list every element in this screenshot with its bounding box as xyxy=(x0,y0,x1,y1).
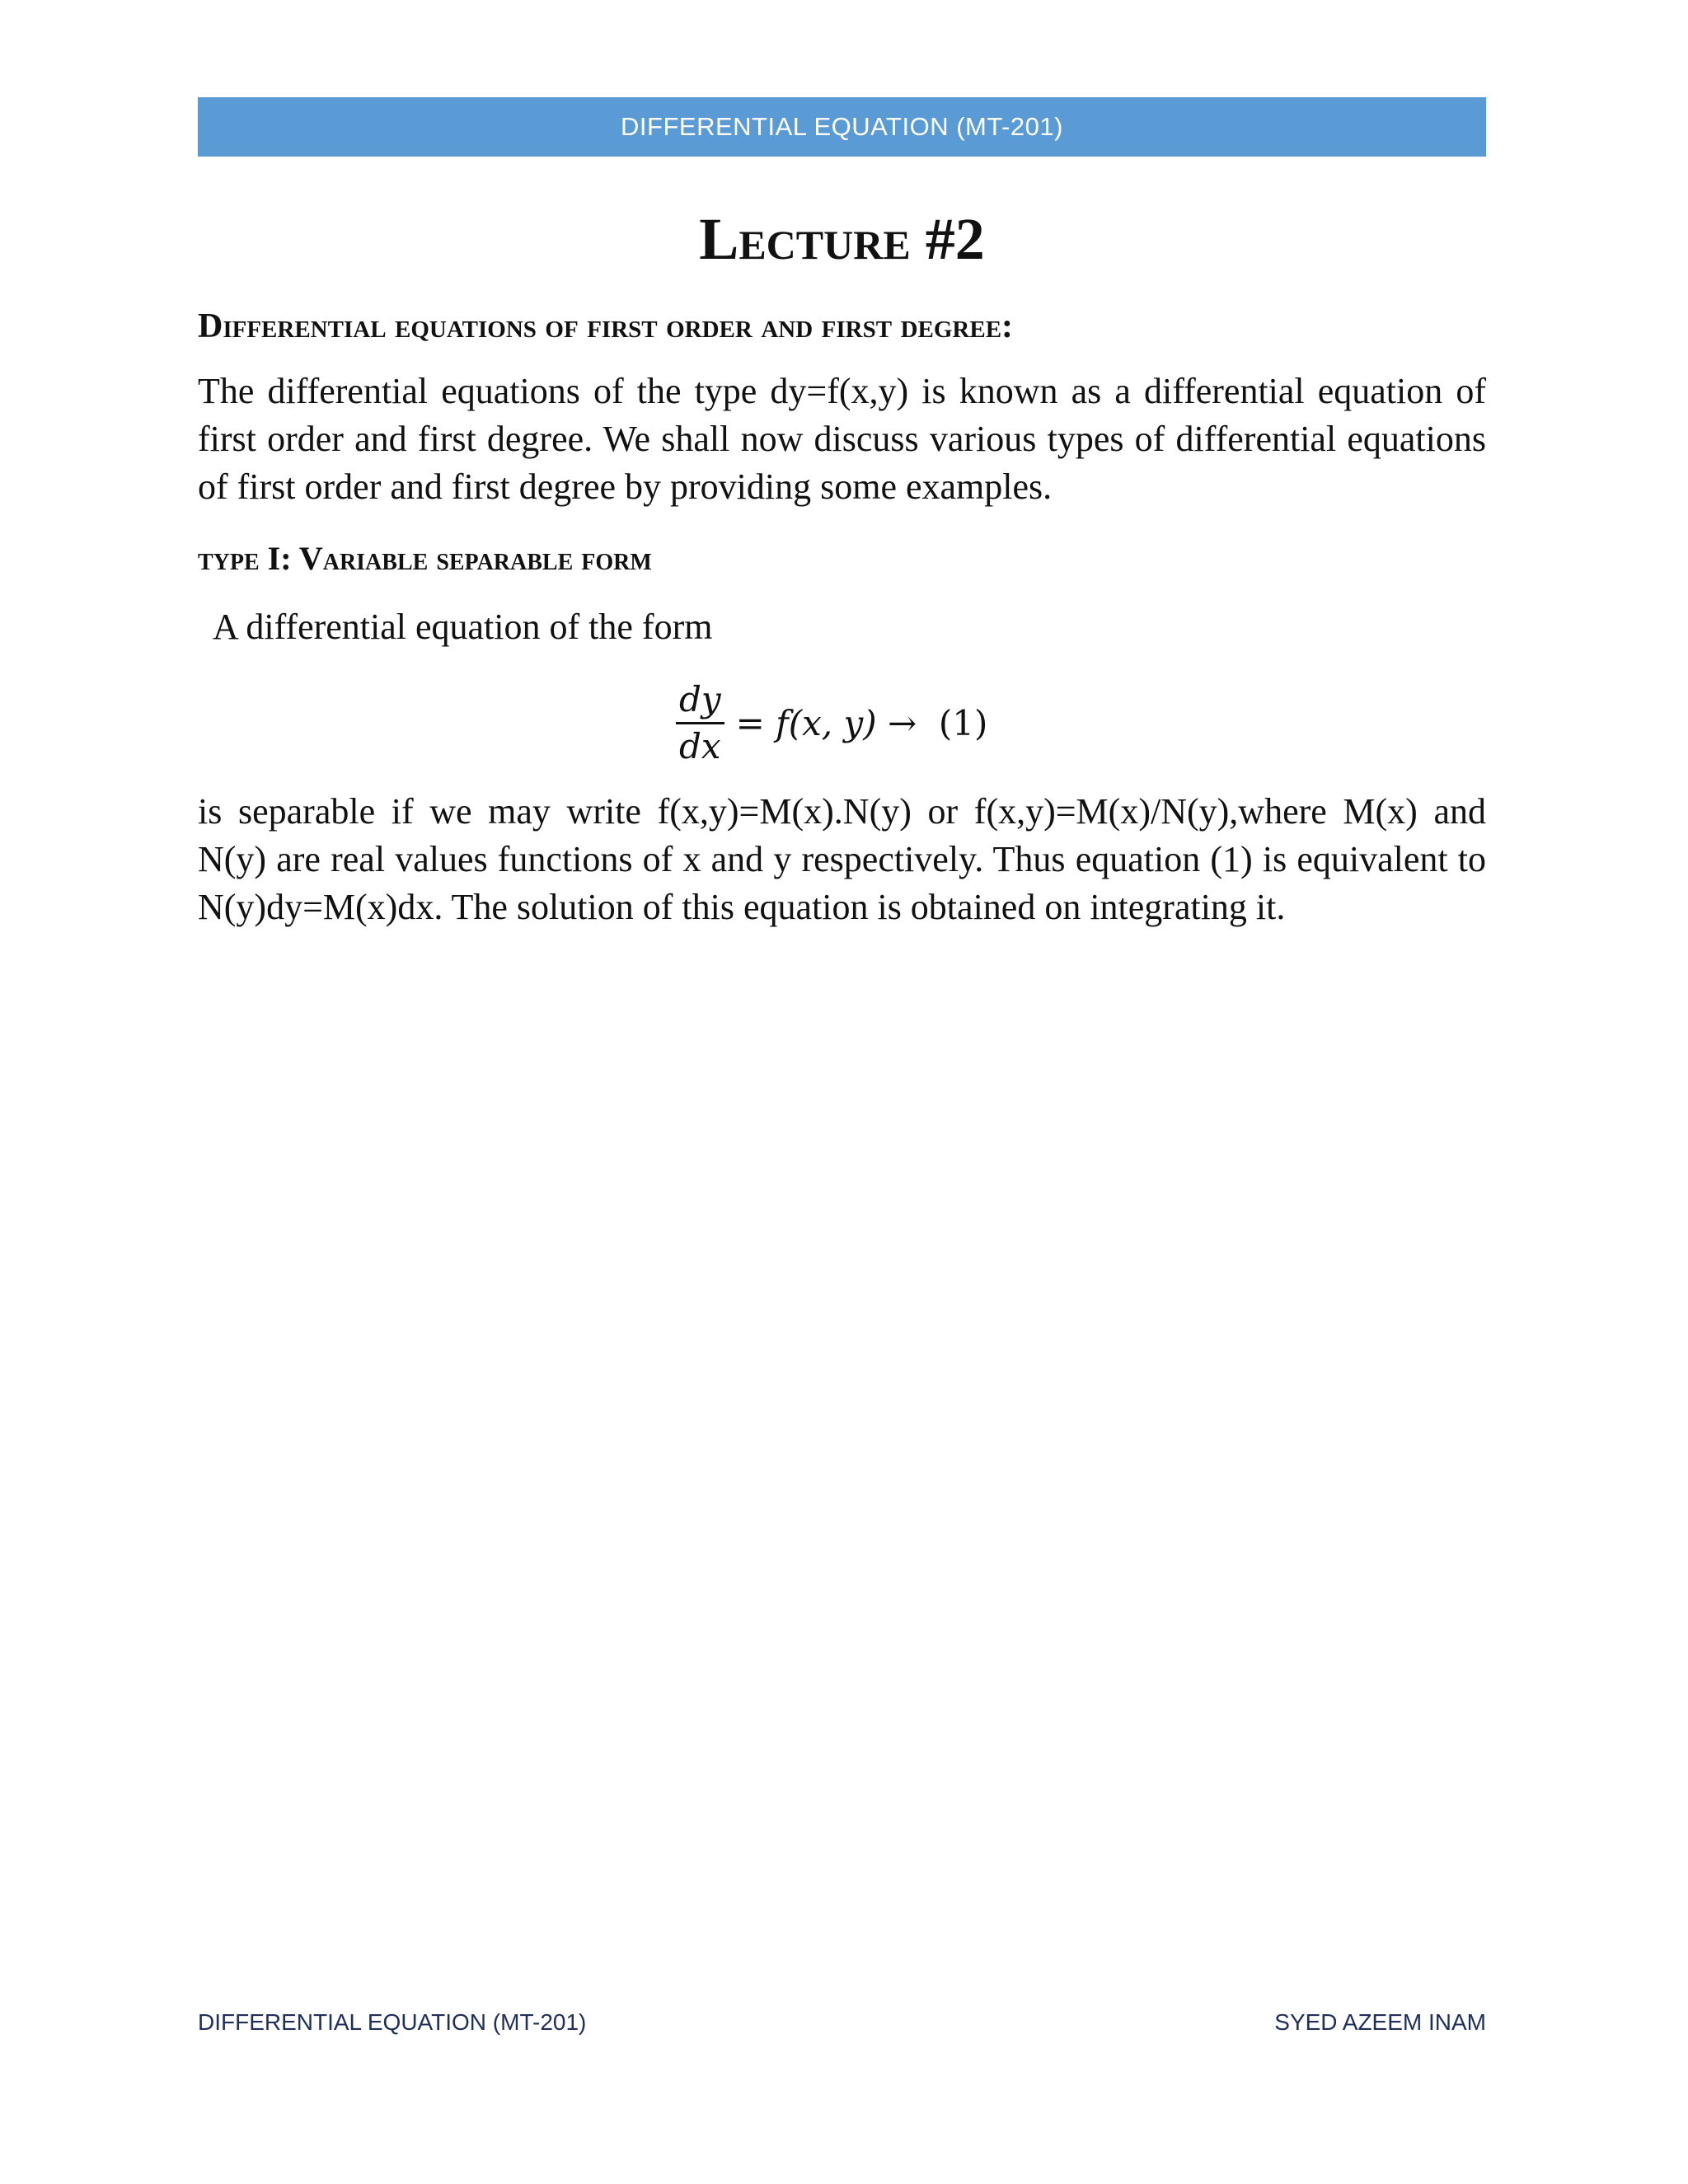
footer-author: SYED AZEEM INAM xyxy=(1274,2009,1486,2035)
fraction-denominator: dx xyxy=(679,725,721,766)
section-paragraph: The differential equations of the type dy=f(x,y) is known as a differential equation of first order and first degree. We shall now discuss various types of differential equations of first order and first degree by providing some examples. xyxy=(198,371,1486,507)
equation-1 xyxy=(676,669,987,776)
function-symbol: f xyxy=(776,702,789,743)
fraction-numerator: dy xyxy=(676,677,724,724)
fraction xyxy=(676,677,724,769)
equation-rhs xyxy=(736,703,988,743)
type1-intro: A differential equation of the form xyxy=(213,607,713,647)
footer-course: DIFFERENTIAL EQUATION (MT-201) xyxy=(198,2009,587,2035)
equals-sign: = xyxy=(735,702,776,743)
header-banner: DIFFERENTIAL EQUATION (MT-201) xyxy=(198,97,1486,157)
equation-label: (1) xyxy=(938,702,988,743)
function-args: (x, y) xyxy=(788,702,877,743)
page-title: Lecture #2 xyxy=(699,206,985,272)
type1-paragraph: is separable if we may write f(x,y)=M(x).N(y) or f(x,y)=M(x)/N(y),where M(x) and N(y) are real values functions of x and y respectively. Thus equation (1) is equivalent to N(y)dy=M(x)dx. The solution of this equation is obtained on integrating it. xyxy=(198,791,1486,927)
type1-heading: type I: Variable separable form xyxy=(198,540,652,577)
section-heading: Differential equations of first order and first degree: xyxy=(198,307,1014,345)
arrow-symbol: → xyxy=(876,702,939,743)
